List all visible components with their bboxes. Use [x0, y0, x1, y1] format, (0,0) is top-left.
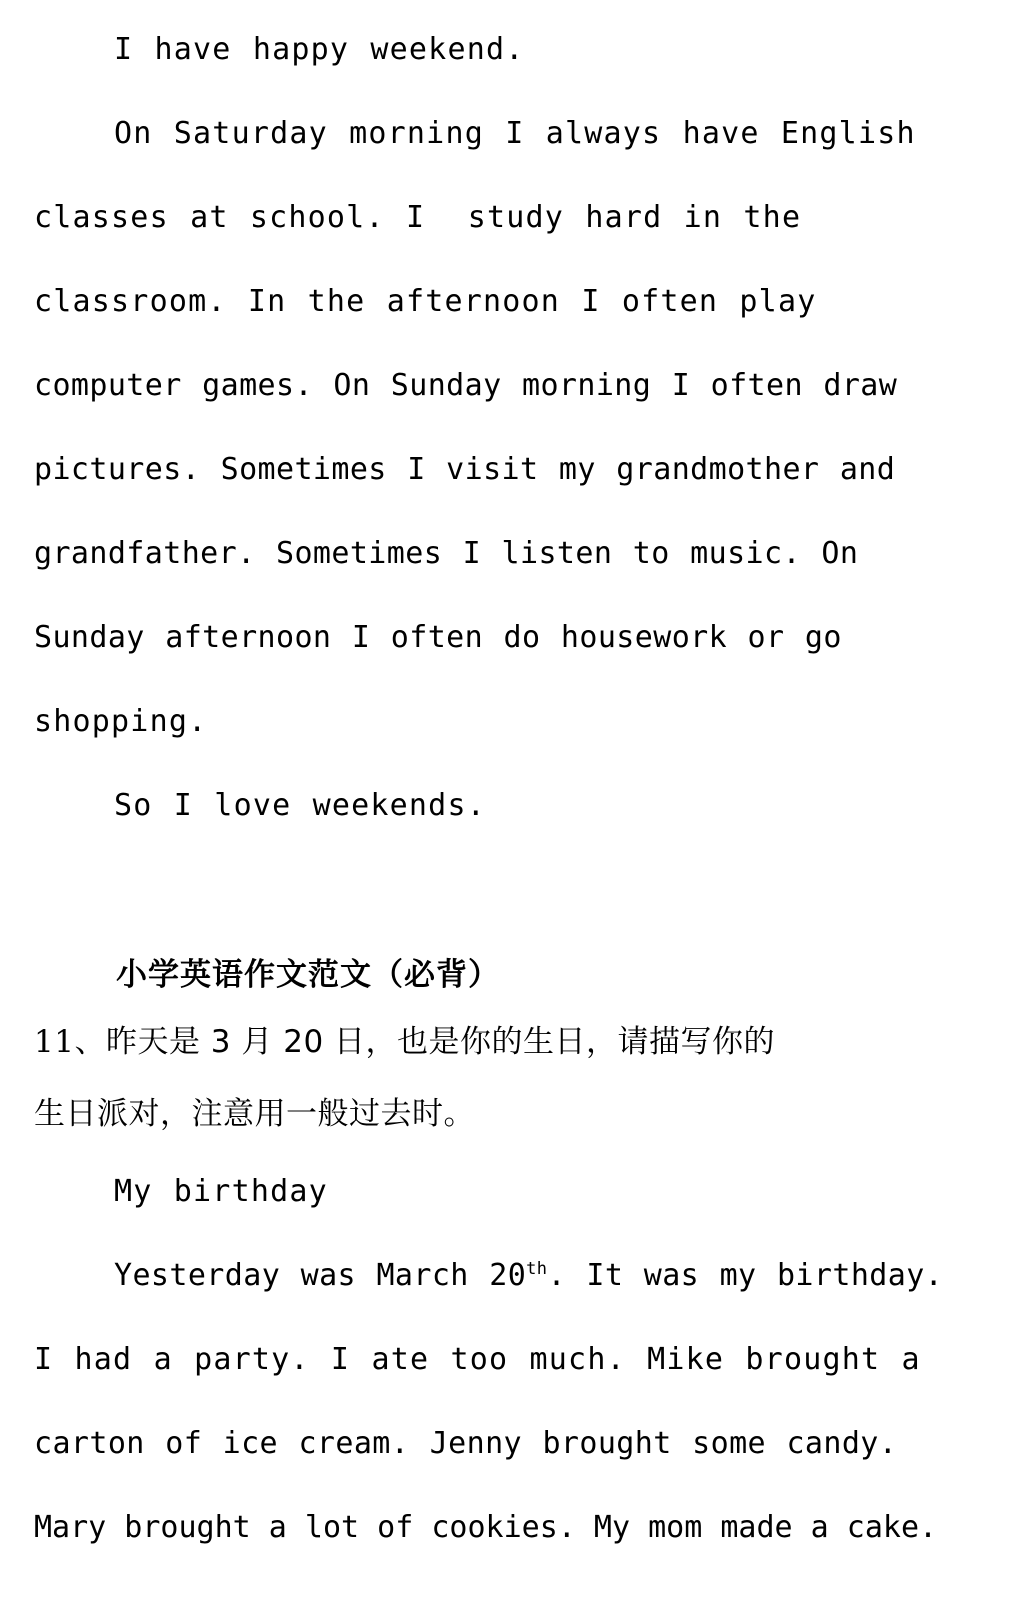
section-title: 小学英语作文范文（必背） [116, 957, 500, 993]
prompt-text-line-1: 、昨天是 3 月 20 日，也是你的生日，请描写你的 [74, 1024, 776, 1060]
paragraph-love-weekends: So I love weekends. [114, 788, 486, 823]
essay-title: My birthday [114, 1174, 328, 1209]
paragraph-have-happy-weekend: I have happy weekend. [114, 32, 525, 67]
paragraph-saturday-line-1: On Saturday morning I always have English [114, 116, 916, 151]
paragraph-sunday-line-2: pictures. Sometimes I visit my grandmother and [34, 452, 896, 487]
paragraph-saturday-line-2: classes at school. I study hard in the [34, 200, 802, 235]
essay-line-2: I had a party. I ate too much. Mike brought a [34, 1342, 921, 1377]
essay-line-4: Mary brought a lot of cookies. My mom made a cake. [34, 1510, 938, 1545]
prompt-number: 11 [34, 1024, 75, 1060]
paragraph-sunday-line-5: shopping. [34, 704, 208, 739]
paragraph-sunday-line-4: Sunday afternoon I often do housework or go [34, 620, 842, 655]
ordinal-suffix: th [526, 1259, 548, 1279]
essay-line-1 [34, 1234, 997, 1318]
essay-line-1-after: . It was my birthday. [547, 1258, 944, 1293]
paragraph-sunday-line-3: grandfather. Sometimes I listen to music. On [34, 536, 859, 571]
section-spacer [34, 848, 997, 944]
prompt-line-2: 生日派对，注意用一般过去时。 [34, 1096, 475, 1132]
paragraph-sunday-line-1: computer games. On Sunday morning I often draw [34, 368, 898, 403]
paragraph-saturday-line-3: classroom. In the afternoon I often play [34, 284, 817, 319]
prompt-line-1 [34, 1006, 997, 1078]
essay-line-3: carton of ice cream. Jenny brought some candy. [34, 1426, 898, 1461]
essay-line-1-before: Yesterday was March 20 [114, 1258, 527, 1293]
